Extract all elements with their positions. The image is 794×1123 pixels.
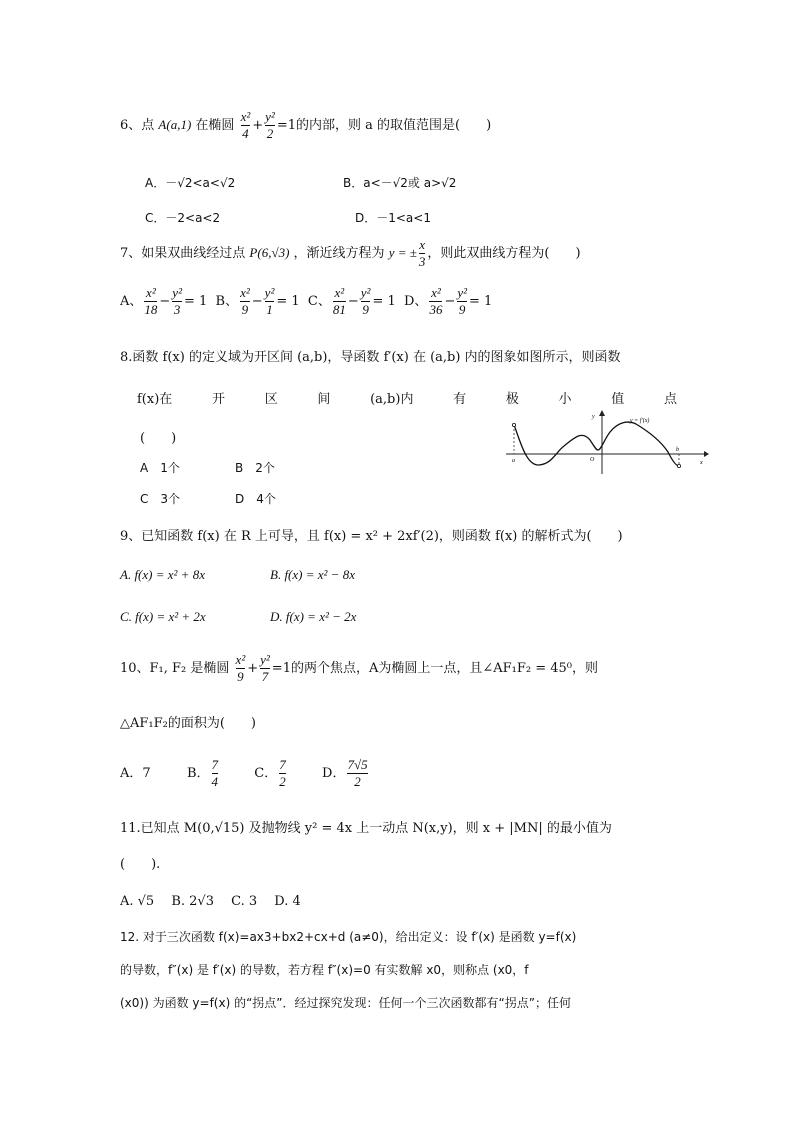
q7-point: P(6,√3) [249,245,290,260]
q7-option-d: D、 $\frac{\text{x²}}{36}$ − $\frac{\text{y²}}{9}$ = 1 [404,285,493,317]
q10-options [120,758,370,789]
q12-line3: (x0)) 为函数 y=f(x) 的“拐点”．经过探究发现：任何一个三次函数都有“拐点”；任何 [120,996,571,1010]
q10-option-c: C． $\frac{7}{2}$ [254,757,286,789]
q9-option-d: D. f(x) = x² − 2x [270,609,357,624]
q11-line1: 11.已知点 M(0,√15) 及抛物线 y² = 4x 上一动点 N(x,y)，则 x + |MN| 的最小值为 [120,821,612,836]
q9-option-b: B. f(x) = x² − 8x [270,567,355,582]
q12-line1: 12. 对于三次函数 f(x)=ax3+bx2+cx+d (a≠0)，给出定义：设 f′(x) 是函数 y=f(x) [120,930,577,944]
q8-option-b: B 2个 [235,461,275,475]
q8-line2 [137,388,677,407]
q10-option-d: D． $\frac{7√5}{2}$ [322,757,368,789]
q8-option-a: A 1个 [140,461,180,475]
q6-prefix: 6、点 [120,118,155,133]
q6-option-d: D．－1<a<1 [355,211,431,225]
q7-asym-frac: $\frac{x}{3}$ [418,237,426,269]
derivative-curve [514,422,679,466]
q8-paren: ( ) [140,431,177,446]
q7-options [120,286,492,317]
q10-frac-x: $\frac{\text{x²}}{9}$ [235,652,246,684]
q10-suffix: =1的两个焦点，A为椭圆上一点，且∠AF₁F₂ = 45⁰，则 [271,661,599,676]
q7-stem [120,238,581,269]
q6-option-b: B．a<－√2或 a>√2 [343,176,457,190]
endpoint-a [512,423,515,426]
q8-word: f(x)在 [137,392,173,407]
q8-line1: 8.函数 f(x) 的定义域为开区间 (a,b)，导函数 f′(x) 在 (a,b) 内的图象如图所示，则函数 [120,350,621,365]
q8-word: 区 [264,392,278,407]
q7-option-b: B、 $\frac{\text{x²}}{9}$ − $\frac{\text{y²}}{1}$ = 1 [215,285,300,317]
label-curve: y = f′(x) [630,418,650,424]
q12-line2: 的导数，f″(x) 是 f′(x) 的导数，若方程 f″(x)=0 有实数解 x0，则称点 (x0，f [120,963,529,977]
q7-asym: y = ± [388,245,417,260]
q8-word: (a,b)内 [370,392,414,407]
q9-option-c: C. f(x) = x² + 2x [120,609,206,624]
q8-word: 点 [663,392,677,407]
q8-derivative-graph [504,410,709,476]
q10-stem: 10、F₁, F₂ 是椭圆 $\frac{\text{x²}}{9}$ + $\frac{\text{y²}}{7}$ =1的两个焦点，A为椭圆上一点，且∠AF₁F₂ = 45⁰，则 [120,652,599,684]
q10-line2: △AF₁F₂的面积为( ) [120,716,256,731]
q6-point: A(a,1) [158,117,192,132]
q10-prefix: 10、F₁, F₂ 是椭圆 [120,661,230,676]
q6-eq-tail: =1 [276,118,296,133]
q8-word: 值 [611,392,625,407]
q6-frac-y: $\frac{\text{y²}}{2}$ [265,109,275,141]
q7-mid: ，渐近线方程为 [293,246,385,261]
q8-word: 有 [453,392,467,407]
q6-option-c: C．－2<a<2 [145,211,221,225]
q6-mid: 在椭圆 [195,118,235,133]
q9-stem: 9、已知函数 f(x) 在 R 上可导，且 f(x) = x² + 2xf′(2)，则函数 f(x) 的解析式为( ) [120,529,623,544]
q6-stem: 6、点 A(a,1) 在椭圆 $\frac{\text{x²}}{4}$ + $\frac{\text{y²}}{2}$ =1的内部，则 a 的取值范围是( ) [120,109,492,141]
q7-option-a: A、 $\frac{\text{x²}}{18}$ − $\frac{\text{y²}}{3}$ = 1 [120,285,208,317]
endpoint-b [677,464,680,467]
q8-word: 间 [317,392,331,407]
y-axis-arrow [599,410,605,416]
label-a: a [512,458,515,464]
q8-word: 开 [211,392,225,407]
q8-word: 极 [505,392,519,407]
q6-option-a: A．－√2<a<√2 [145,176,236,190]
q7-suffix: ，则此双曲线方程为( ) [427,246,581,261]
q10-option-a: A．7 [120,766,151,781]
label-b: b [676,447,679,453]
q7-option-c: C、 $\frac{\text{x²}}{81}$ − $\frac{\text{y²}}{9}$ = 1 [307,285,396,317]
q11-options: A. √5 B. 2√3 C. 3 D. 4 [120,894,301,909]
q6-suffix: 的内部，则 a 的取值范围是( ) [296,118,492,133]
q10-frac-y: $\frac{\text{y²}}{7}$ [260,652,270,684]
q9-option-a: A. f(x) = x² + 8x [120,567,205,582]
q8-option-d: D 4个 [235,492,276,506]
label-x: x [700,460,703,466]
q11-line2: ( ). [120,857,161,872]
q10-option-b: B． $\frac{7}{4}$ [186,757,219,789]
label-y: y [592,414,595,420]
q6-frac-x: $\frac{\text{x²}}{4}$ [240,109,251,141]
q8-option-c: C 3个 [140,492,181,506]
label-origin: O [590,457,595,463]
q7-prefix: 7、如果双曲线经过点 [120,246,246,261]
x-axis-arrow [704,451,709,457]
q8-word: 小 [558,392,572,407]
